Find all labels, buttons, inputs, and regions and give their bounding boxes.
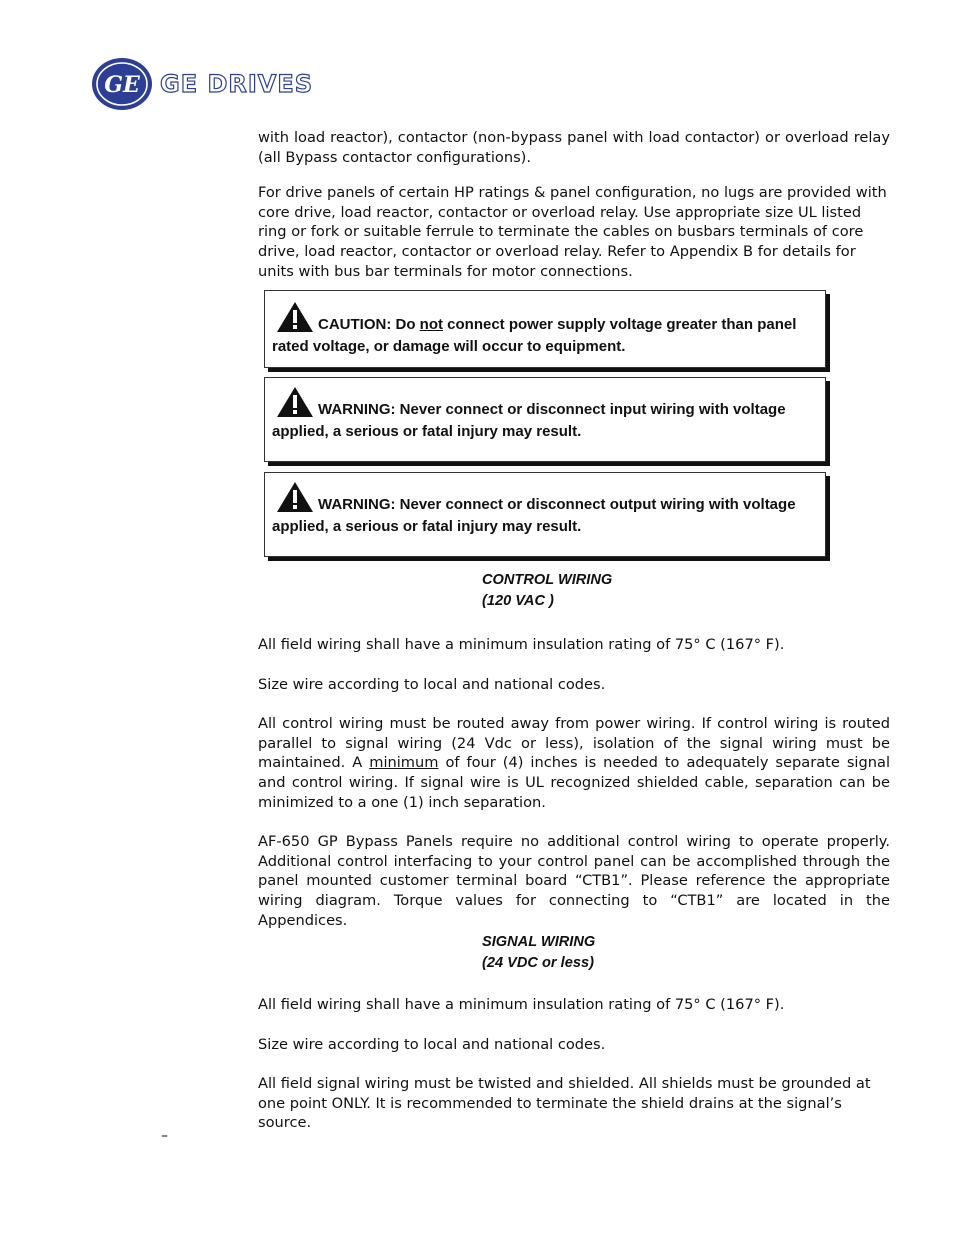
signal-wiring-heading xyxy=(482,932,595,975)
ge-drives-logo xyxy=(90,56,313,112)
caution-text-not: not xyxy=(419,316,443,333)
paragraph-lugs: For drive panels of certain HP ratings & panel configuration, no lugs are provided with core drive, load reactor, contactor or overload relay. Use appropriate size UL listed ring or fork or suitable ferrule to terminate the cables on busbars terminals of core drive, load reactor, contactor or overload relay. Refer to Appendix B for details for units with bus bar terminals for motor connections. xyxy=(258,184,887,280)
warning-triangle-icon xyxy=(276,301,314,333)
warning-input-text: WARNING: Never connect or disconnect input wiring with voltage applied, a serious or fatal injury may result. xyxy=(272,401,786,440)
warning-output-text: WARNING: Never connect or disconnect output wiring with voltage applied, a serious or fatal injury may result. xyxy=(272,496,796,535)
logo-mark-text: GE xyxy=(104,72,140,98)
control-insulation-text: All field wiring shall have a minimum insulation rating of 75° C (167° F). xyxy=(258,636,785,653)
control-bypass-text: AF-650 GP Bypass Panels require no additional control wiring to operate properly. Additional control interfacing to your control panel can be accomplished through the panel mounted customer terminal board “CTB1”. Please reference the appropriate wiring diagram. Torque values for connecting to “CTB1” are located in the Appendices. xyxy=(258,833,890,929)
signal-wiring-section xyxy=(258,995,890,1133)
paragraph-load-reactor: with load reactor), contactor (non-bypass panel with load contactor) or overload relay (all Bypass contactor configurations). xyxy=(258,129,890,166)
signal-wiring-subtitle: (24 VDC or less) xyxy=(482,955,594,972)
caution-box xyxy=(264,290,826,368)
control-routing-text xyxy=(258,714,890,812)
control-wiring-heading xyxy=(482,570,612,613)
footer-mark: – xyxy=(161,1128,168,1144)
caution-text-suffix: connect power supply voltage greater than panel rated voltage, or damage will occur to equipment. xyxy=(272,316,797,355)
warning-triangle-icon xyxy=(276,386,314,418)
warning-input-box xyxy=(264,377,826,462)
signal-wiring-title: SIGNAL WIRING xyxy=(482,934,596,950)
intro-section xyxy=(258,128,890,281)
control-wiring-title: CONTROL WIRING xyxy=(482,572,613,588)
warning-output-box xyxy=(264,472,826,557)
control-routing-part-a: All control wiring must be routed away from power wiring. If control wiring is routed parallel to signal wiring (24 Vdc or less), isolation of the signal wiring must be maintained. A xyxy=(258,715,890,772)
caution-text-prefix: CAUTION: Do xyxy=(318,316,420,333)
signal-shielding-text: All field signal wiring must be twisted and shielded. All shields must be grounded at one point ONLY. It is recommended to terminate the shield drains at the signal’s source. xyxy=(258,1075,871,1132)
control-routing-minimum: minimum xyxy=(369,754,439,772)
signal-insulation-text: All field wiring shall have a minimum insulation rating of 75° C (167° F). xyxy=(258,996,785,1013)
control-wiring-section xyxy=(258,635,890,930)
warning-triangle-icon xyxy=(276,481,314,513)
signal-sizing-text: Size wire according to local and national codes. xyxy=(258,1035,606,1053)
ge-monogram-icon xyxy=(90,56,154,112)
control-sizing-text: Size wire according to local and national codes. xyxy=(258,675,606,693)
logo-text: GE DRIVES xyxy=(160,70,314,98)
control-routing-part-b: of four (4) inches is needed to adequately separate signal and control wiring. If signal wire is UL recognized shielded cable, separation can be minimized to a one (1) inch separation. xyxy=(258,754,890,811)
control-wiring-subtitle: (120 VAC ) xyxy=(482,593,554,610)
